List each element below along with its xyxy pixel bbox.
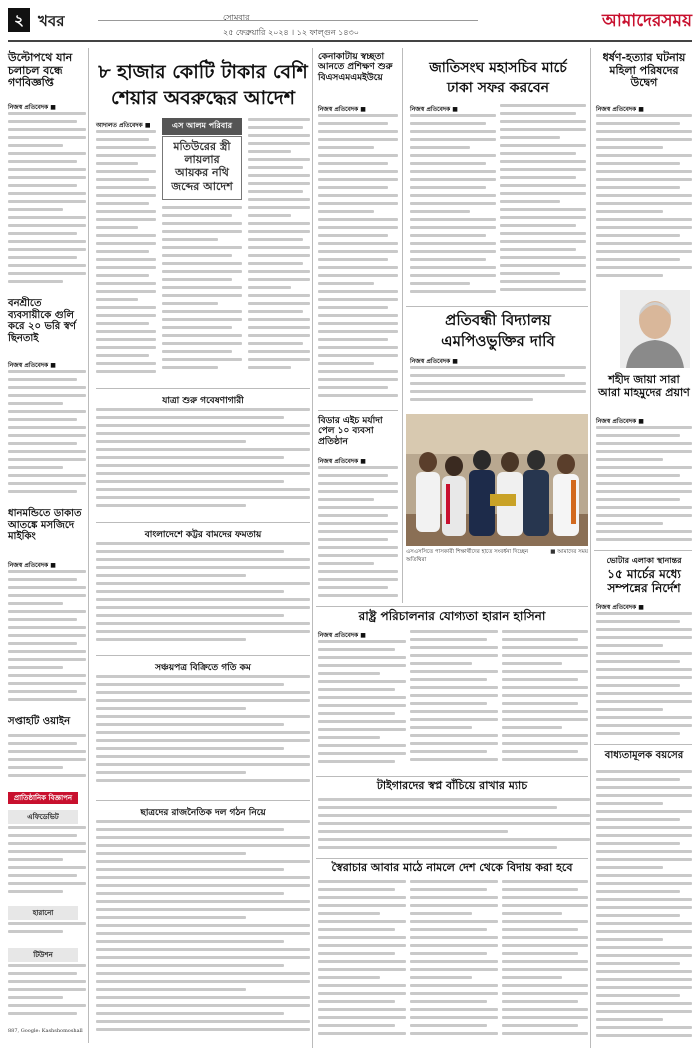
- column-divider: [590, 48, 591, 1048]
- story-body: [318, 114, 398, 404]
- tigers-headline[interactable]: টাইগারদের স্বপ্ন বাঁচিয়ে রাখার ম্যাচ: [376, 779, 528, 792]
- classified-category: টিউশন: [8, 948, 78, 962]
- sub-body: [96, 675, 310, 795]
- main-body-col2: [162, 206, 242, 380]
- sub-headline[interactable]: যাত্রা শুরু গবেষণাগারী: [162, 396, 244, 406]
- story-headline[interactable]: বনশ্রীতে ব্যবসায়ীকে গুলি করে ২০ ভরি স্বর্ণ ছিনতাই: [8, 298, 76, 344]
- story-byline: নিজস্ব প্রতিবেদক ■: [318, 458, 366, 465]
- column-divider: [312, 48, 313, 1048]
- story-byline: নিজস্ব প্রতিবেদক ■: [596, 418, 644, 425]
- main-body-col3: [248, 118, 310, 380]
- story-body: [410, 366, 586, 410]
- section-rule: [594, 744, 692, 745]
- sub-headline[interactable]: বাংলাদেশে কট্টর বামদের ফমতায়: [144, 530, 262, 540]
- story-body: [8, 570, 86, 710]
- story-body: [318, 466, 398, 602]
- main-body-col1: [96, 130, 156, 380]
- section-rule: [316, 858, 588, 859]
- classified-footer: 887, Google: Kashshomoshall: [8, 1028, 83, 1034]
- story-body: [410, 630, 498, 772]
- classified-category: হারানো: [8, 906, 78, 920]
- voter-headline-line2[interactable]: ১৫ মার্চের মধ্যে সম্পন্নের নির্দেশ: [607, 567, 681, 595]
- story-byline: নিজস্ব প্রতিবেদক ■: [410, 358, 458, 365]
- main-byline: আদালত প্রতিবেদক ■: [96, 122, 151, 129]
- inset-box[interactable]: মতিউরের স্ত্রী লায়লার আয়কর নথি জব্দের আদেশ: [162, 136, 242, 200]
- main-headline-line1[interactable]: ৮ হাজার কোটি টাকার বেশি: [98, 61, 308, 83]
- story-body: [8, 734, 86, 786]
- main-headline-line2[interactable]: শেয়ার অবরুদ্ধের আদেশ: [111, 87, 295, 109]
- story-body: [500, 104, 586, 302]
- section-rule: [96, 522, 310, 523]
- story-body: [318, 640, 406, 772]
- voter-headline-line1[interactable]: ভোটার এলাকা স্থানান্তর: [606, 555, 682, 565]
- disabled-headline-line1[interactable]: প্রতিবন্ধী বিদ্যালয়: [445, 311, 551, 329]
- obit-headline[interactable]: শহীদ জায়া সারা আরা মাহমুদের প্রয়াণ: [598, 373, 690, 399]
- classified-body: [8, 964, 86, 1024]
- story-byline: নিজস্ব প্রতিবেদক ■: [8, 104, 56, 111]
- story-body: [502, 880, 588, 1042]
- disabled-headline-line2[interactable]: এমপিওভুক্তির দাবি: [441, 332, 555, 350]
- story-headline[interactable]: ধানমন্ডিতে ডাকাত আতঙ্কে মসজিদে মাইকিং: [8, 508, 82, 542]
- un-headline-line2[interactable]: ঢাকা সফর করবেন: [446, 80, 550, 96]
- classified-body: [8, 826, 86, 902]
- story-byline: নিজস্ব প্রতিবেদক ■: [318, 632, 366, 639]
- column-divider: [402, 48, 403, 603]
- story-body: [410, 880, 498, 1042]
- section-rule: [406, 306, 588, 307]
- story-byline: নিজস্ব প্রতিবেদক ■: [318, 106, 366, 113]
- section-rule: [318, 410, 398, 411]
- story-body: [318, 880, 406, 1042]
- photo-caption: এসএসসিতে পাসকারী শিক্ষার্থীদের হাতে সংবর্ধনা দিচ্ছেন অতিথিরা: [406, 549, 529, 563]
- story-headline[interactable]: সপ্তাহটি ওয়াইন: [8, 716, 71, 727]
- main-tag: এস আলম পরিবার: [162, 118, 242, 135]
- section-rule: [96, 800, 310, 801]
- page-number: ২: [8, 8, 30, 32]
- story-body: [410, 114, 496, 302]
- sub-body: [96, 820, 310, 1042]
- column-divider: [88, 48, 89, 1043]
- classified-header: প্রাতিষ্ঠানিক বিজ্ঞাপন: [8, 792, 78, 804]
- story-headline[interactable]: বাধ্যতামূলক বয়সের: [604, 750, 684, 761]
- un-headline-line1[interactable]: জাতিসংঘ মহাসচিব মার্চে: [429, 60, 567, 76]
- portrait-image: [620, 290, 690, 368]
- section-title: খবর: [38, 12, 65, 30]
- section-rule: [316, 776, 588, 777]
- classified-category: এফিডেভিট: [8, 810, 78, 824]
- story-body: [502, 630, 588, 772]
- sub-body: [96, 408, 310, 518]
- story-body: [596, 612, 692, 740]
- hasina-headline[interactable]: রাষ্ট্র পরিচালনার যোগ্যতা হারান হাসিনা: [358, 609, 546, 623]
- section-rule: [594, 550, 692, 551]
- story-byline: নিজস্ব প্রতিবেদক ■: [8, 362, 56, 369]
- news-photo[interactable]: [406, 414, 588, 546]
- autocrat-headline[interactable]: স্বৈরাচার আবার মাঠে নামলে দেশ থেকে বিদায় করা হবে: [331, 861, 573, 874]
- newspaper-logo[interactable]: আমাদেরসময়: [602, 11, 692, 31]
- section-rule: [96, 388, 310, 389]
- sub-headline[interactable]: ছাত্রদের রাজনৈতিক দল গঠন নিয়ে: [140, 808, 266, 818]
- story-body: [596, 770, 692, 1042]
- story-body: [318, 798, 590, 856]
- story-body: [8, 112, 86, 292]
- story-body: [596, 426, 692, 546]
- story-headline[interactable]: উল্টোপথে যান চলাচল বন্ধে গণবিজ্ঞপ্তি: [8, 51, 73, 90]
- story-byline: নিজস্ব প্রতিবেদক ■: [596, 604, 644, 611]
- photo-image: [406, 414, 588, 546]
- page-header: [8, 8, 692, 42]
- story-byline: নিজস্ব প্রতিবেদক ■: [596, 106, 644, 113]
- header-rule: [98, 20, 478, 21]
- sub-headline[interactable]: সঞ্চয়পত্র বিক্রিতে গতি কম: [155, 663, 251, 673]
- header-day: সোমবার: [223, 13, 250, 22]
- photo-credit: ■ আমাদের সময়: [550, 549, 588, 555]
- story-headline[interactable]: কেনাকাটায় স্বচ্ছতা আনতে প্রশিক্ষণ শুরু বিএসএমএমইউয়ে: [318, 52, 393, 83]
- header-date: ২৫ ফেব্রুয়ারি ২০২৪ । ১২ ফাল্গুন ১৪৩০: [223, 28, 359, 37]
- story-byline: নিজস্ব প্রতিবেদক ■: [8, 562, 56, 569]
- classified-body: [8, 922, 86, 942]
- section-rule: [316, 606, 588, 607]
- section-rule: [96, 655, 310, 656]
- story-body: [8, 370, 86, 502]
- portrait-photo[interactable]: [620, 290, 690, 368]
- story-byline: নিজস্ব প্রতিবেদক ■: [410, 106, 458, 113]
- story-headline[interactable]: ধর্ষণ-হত্যার ঘটনায় মহিলা পরিষদের উদ্বেগ: [602, 51, 686, 90]
- sub-body: [96, 542, 310, 652]
- story-body: [596, 114, 692, 288]
- story-headline[interactable]: বিডার এইচ মর্যাদা পেল ১০ ব্যবসা প্রতিষ্ঠান: [318, 416, 383, 447]
